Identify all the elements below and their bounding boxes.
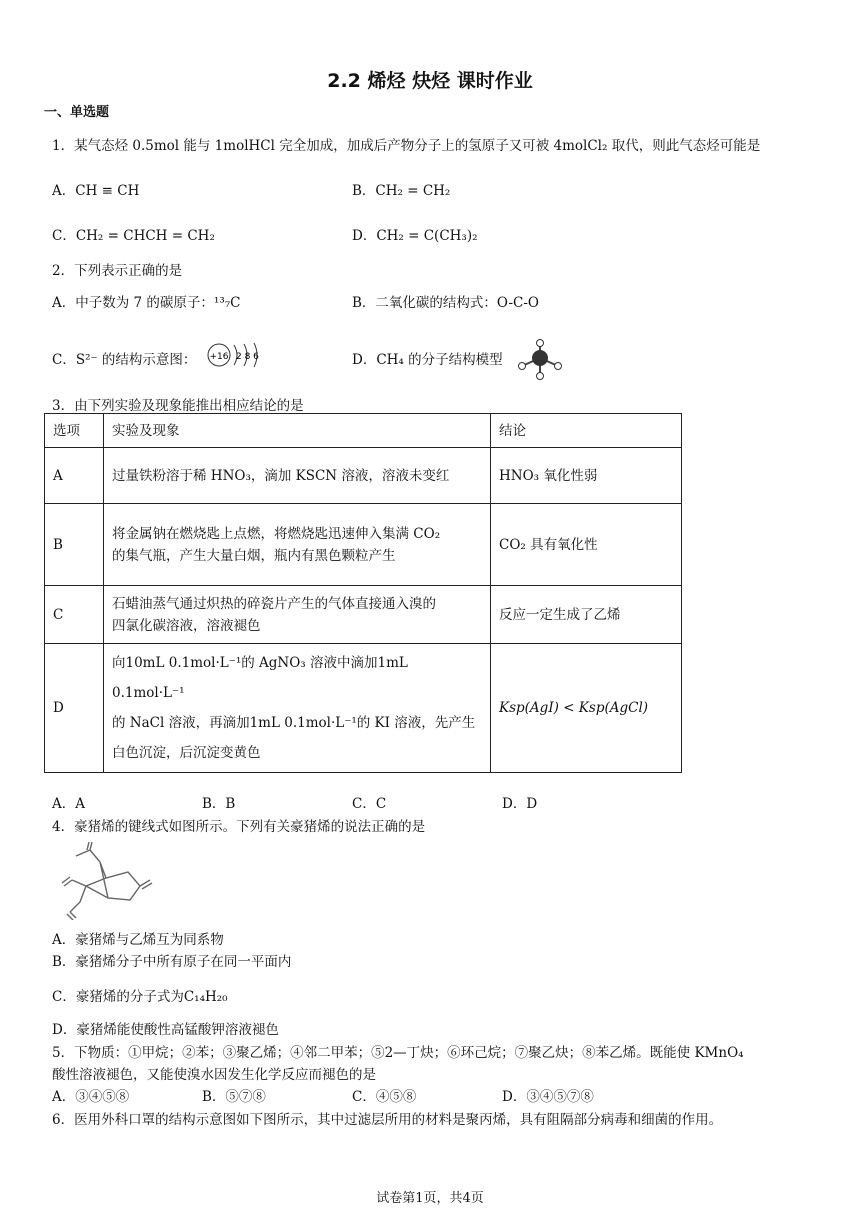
- row-experiment: [104, 504, 491, 586]
- q4-stem: 4．豪猪烯的键线式如图所示。下列有关豪猪烯的说法正确的是: [52, 819, 426, 835]
- table-row: [45, 448, 682, 504]
- exp-line: 的集气瓶，产生大量白烟，瓶内有黑色颗粒产生: [112, 547, 396, 564]
- q2-option-d: D．CH₄ 的分子结构模型: [352, 352, 503, 368]
- q3-stem: 3．由下列实验及现象能推出相应结论的是: [52, 398, 304, 414]
- exp-line: 四氯化碳溶液，溶液褪色: [112, 617, 261, 634]
- q2-nuclide: ¹³₇C: [213, 295, 241, 311]
- row-option: A: [45, 448, 104, 504]
- table-header-row: [45, 414, 682, 448]
- q3-choice-d: D．D: [502, 796, 538, 812]
- table-row: [45, 504, 682, 586]
- header-experiment: 实验及现象: [104, 414, 491, 448]
- q2-option-a: [52, 291, 241, 311]
- q1-option-a: A．CH ≡ CH: [52, 183, 140, 199]
- q1-stem: 1．某气态烃 0.5mol 能与 1molHCl 完全加成，加成后产物分子上的氢原子又可被 4molCl₂ 取代，则此气态烃可能是: [52, 138, 761, 154]
- row-conclusion: Ksp(AgI) < Ksp(AgCl): [491, 644, 682, 773]
- q5-choice-c: C．④⑤⑧: [352, 1089, 417, 1105]
- row-option: B: [45, 504, 104, 586]
- row-conclusion: HNO₃ 氧化性弱: [491, 448, 682, 504]
- table-row: [45, 586, 682, 644]
- table-row: [45, 644, 682, 773]
- q2-stem: 2．下列表示正确的是: [52, 263, 183, 279]
- row-experiment: [104, 586, 491, 644]
- row-option: C: [45, 586, 104, 644]
- q2-option-a-text: A．中子数为 7 的碳原子：: [52, 295, 214, 311]
- q3-choice-c: C．C: [352, 796, 387, 812]
- row-option: D: [45, 644, 104, 773]
- q4-option-c: C．豪猪烯的分子式为C₁₄H₂₀: [52, 989, 228, 1005]
- row-conclusion: CO₂ 具有氧化性: [491, 504, 682, 586]
- nucleus-label: +16: [209, 352, 229, 362]
- porcupine-ene-structure-image: [56, 842, 156, 924]
- q4-option-b: B．豪猪烯分子中所有原子在同一平面内: [52, 954, 292, 970]
- exp-line: 向10mL 0.1mol·L⁻¹的 AgNO₃ 溶液中滴加1mL 0.1mol·L⁻¹: [112, 655, 408, 701]
- q3-choice-b: B．B: [202, 796, 236, 812]
- exp-line: 过量铁粉溶于稀 HNO₃，滴加 KSCN 溶液，溶液未变红: [112, 467, 450, 484]
- exp-line: 石蜡油蒸气通过炽热的碎瓷片产生的气体直接通入溴的: [112, 595, 436, 612]
- page-footer: 试卷第1页，共4页: [376, 1191, 484, 1206]
- shell-label: 2 8 6: [236, 352, 259, 362]
- row-experiment: [104, 644, 491, 773]
- exp-line: 的 NaCl 溶液，再滴加1mL 0.1mol·L⁻¹的 KI 溶液，先产生: [112, 715, 476, 731]
- header-conclusion: 结论: [491, 414, 682, 448]
- q1-option-c: C．CH₂ = CHCH = CH₂: [52, 228, 215, 244]
- q5-stem-line2: 酸性溶液褪色，又能使溴水因发生化学反应而褪色的是: [52, 1067, 376, 1083]
- exp-line: 将金属钠在燃烧匙上点燃，将燃烧匙迅速伸入集满 CO₂: [112, 525, 441, 542]
- q5-choice-b: B．⑤⑦⑧: [202, 1089, 266, 1105]
- header-option: 选项: [45, 414, 104, 448]
- sulfide-ion-diagram: [206, 340, 268, 374]
- q5-stem-line1: 5．下物质：①甲烷；②苯；③聚乙烯；④邻二甲苯；⑤2—丁炔；⑥环己烷；⑦聚乙炔；⑧苯乙烯。既能使 KMnO₄: [52, 1045, 744, 1061]
- q4-option-a: A．豪猪烯与乙烯互为同系物: [52, 932, 224, 948]
- q2-option-c: C．S²⁻ 的结构示意图：: [52, 352, 197, 368]
- q2-option-b: B．二氧化碳的结构式：O-C-O: [352, 295, 540, 311]
- q3-choice-a: A．A: [52, 796, 85, 812]
- methane-model-image: [514, 338, 564, 386]
- q5-choice-a: A．③④⑤⑧: [52, 1089, 130, 1105]
- q4-option-d: D．豪猪烯能使酸性高锰酸钾溶液褪色: [52, 1022, 279, 1038]
- row-conclusion: 反应一定生成了乙烯: [491, 586, 682, 644]
- row-experiment: [104, 448, 491, 504]
- q6-stem: 6．医用外科口罩的结构示意图如下图所示，其中过滤层所用的材料是聚丙烯，具有阻隔部分病毒和细菌的作用。: [52, 1112, 723, 1128]
- q1-option-d: D．CH₂ = C(CH₃)₂: [352, 228, 478, 244]
- page-title: 2.2 烯烃 炔烃 课时作业: [327, 70, 533, 92]
- q1-option-b: B．CH₂ = CH₂: [352, 183, 451, 199]
- exp-line: 白色沉淀，后沉淀变黄色: [112, 745, 261, 761]
- section-heading: 一、单选题: [44, 105, 110, 120]
- q5-choice-d: D．③④⑤⑦⑧: [502, 1089, 594, 1105]
- q3-table: [44, 413, 682, 773]
